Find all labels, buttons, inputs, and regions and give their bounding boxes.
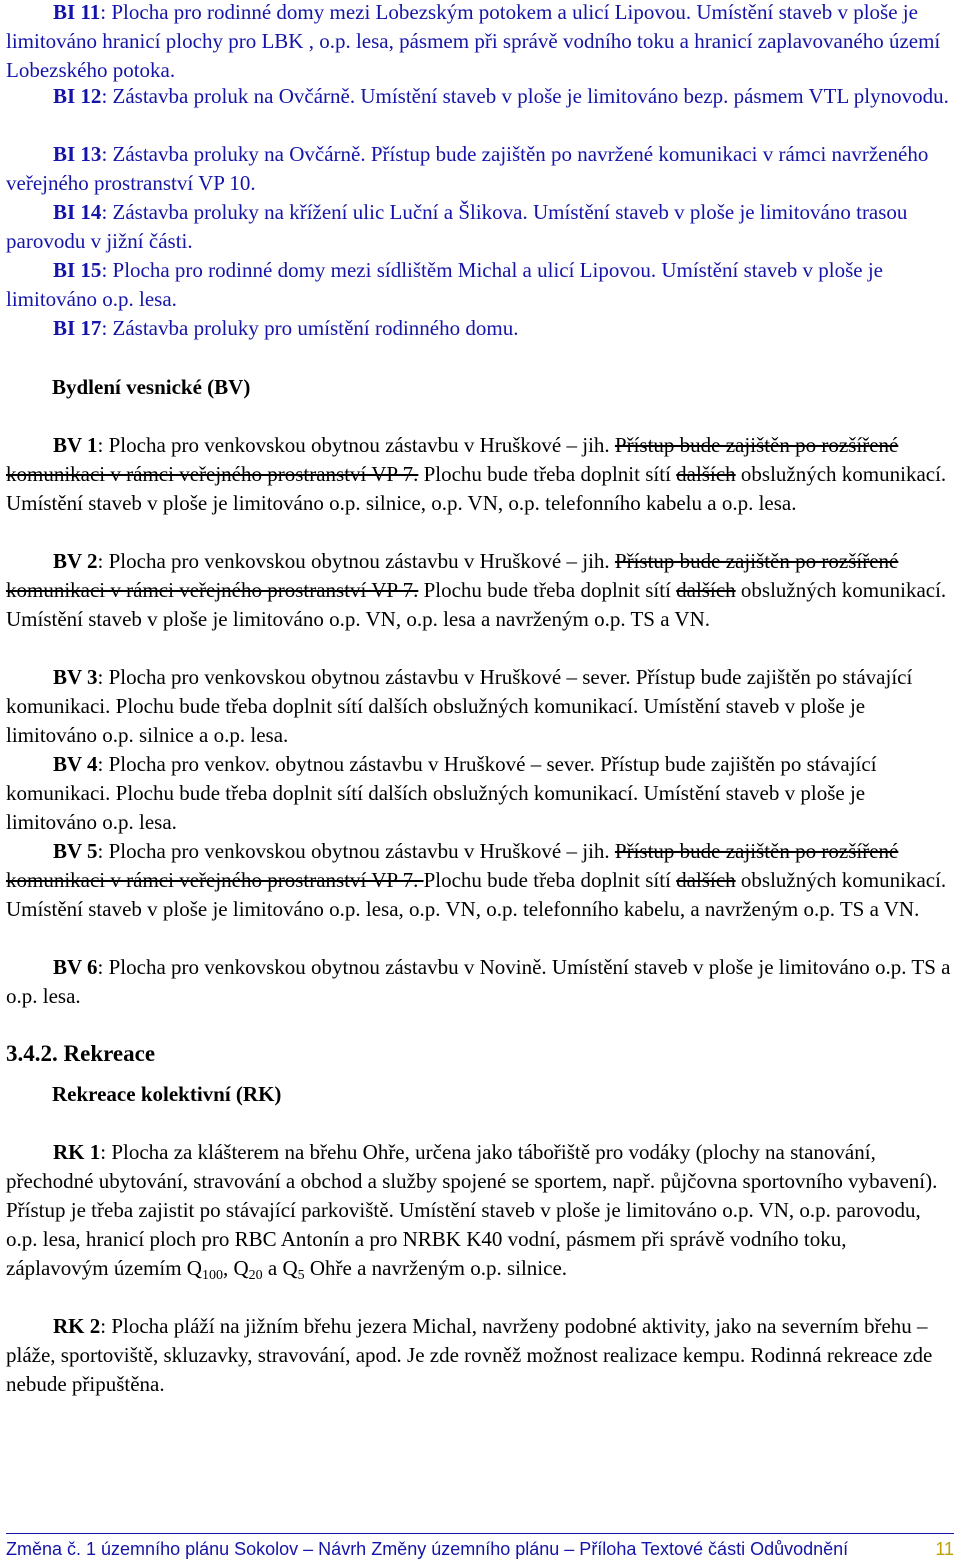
bv-3-paragraph: [6, 663, 954, 750]
bv-1-deleted-text: Přístup bude zajištěn po rozšířené komunikaci v rámci veřejného prostranství VP 7.: [6, 433, 899, 486]
bv-2-id: BV 2: [53, 549, 98, 573]
bv-1-text-a: : Plocha pro venkovskou obytnou zástavbu v Hruškové – jih.: [97, 433, 615, 457]
page-footer: [6, 1539, 954, 1560]
bi-14-paragraph: [6, 198, 954, 256]
bv-1-paragraph: [6, 431, 954, 518]
bi-11-id: BI 11: [53, 0, 101, 24]
bv-1-text-c: obslužných komunikací. Umístění staveb v ploše je limitováno o.p. silnice, o.p. VN, o.p. telefonního kabelu a o.p. lesa.: [6, 462, 947, 515]
bi-13-text: : Zástavba proluky na Ovčárně. Přístup bude zajištěn po navržené komunikaci v rámci navrženého veřejného prostranství VP 10.: [6, 142, 929, 195]
bi-15-paragraph: [6, 256, 954, 314]
bv-5-paragraph: [6, 837, 954, 924]
bi-11-paragraph: [6, 0, 954, 85]
footer-text: Změna č. 1 územního plánu Sokolov – Návrh Změny územního plánu – Příloha Textové části Odůvodnění: [6, 1539, 849, 1559]
bv-2-deleted-word: dalších: [676, 578, 736, 602]
rk-2-id: RK 2: [53, 1314, 101, 1338]
bv-3-text: : Plocha pro venkovskou obytnou zástavbu v Hruškové – sever. Přístup bude zajištěn po stávající komunikaci. Plochu bude třeba doplnit sítí dalších obslužných komunikací. Umístění staveb v ploše je limitováno o.p. silnice a o.p. lesa.: [6, 665, 913, 747]
bi-14-id: BI 14: [53, 200, 102, 224]
bv-heading: Bydlení vesnické (BV): [52, 375, 251, 399]
bv-2-text-b: Plochu bude třeba doplnit sítí: [418, 578, 677, 602]
bv-5-deleted-word: dalších: [676, 868, 736, 892]
bv-2-paragraph: [6, 547, 954, 634]
bv-6-id: BV 6: [53, 955, 98, 979]
rk-2-paragraph: [6, 1312, 954, 1399]
rk-1-q20-subscript: 20: [248, 1268, 263, 1283]
bi-17-id: BI 17: [53, 316, 102, 340]
bv-5-deleted-text: Přístup bude zajištěn po rozšířené komunikaci v rámci veřejného prostranství VP 7.: [6, 839, 899, 892]
rk-heading: Rekreace kolektivní (RK): [52, 1082, 282, 1106]
rk-2-text: : Plocha pláží na jižním břehu jezera Michal, navrženy podobné aktivity, jako na severním břehu – pláže, sportoviště, skluzavky, stravování, apod. Je zde rovněž možnost realizace kempu. Rodinná rekreace zde nebude připuštěna.: [6, 1314, 933, 1396]
bv-5-text-c: obslužných komunikací. Umístění staveb v ploše je limitováno o.p. lesa, o.p. VN, o.p. telefonního kabelu, a navrženým o.p. TS a VN.: [6, 868, 947, 921]
rk-1-sep2: a Q: [262, 1256, 298, 1280]
section-heading: [6, 1041, 155, 1067]
section-number: 3.4.2.: [6, 1041, 58, 1066]
section-title: Rekreace: [63, 1041, 156, 1066]
bv-2-text-a: : Plocha pro venkovskou obytnou zástavbu v Hruškové – jih.: [97, 549, 615, 573]
bv-5-id: BV 5: [53, 839, 98, 863]
bv-4-paragraph: [6, 750, 954, 837]
bv-1-deleted-word: dalších: [676, 462, 736, 486]
bi-14-text: : Zástavba proluky na křížení ulic Luční a Šlikova. Umístění staveb v ploše je limitováno trasou parovodu v jižní části.: [6, 200, 908, 253]
bi-12-text: : Zástavba proluk na Ovčárně. Umístění staveb v ploše je limitováno bezp. pásmem VTL plynovodu.: [101, 84, 949, 108]
rk-1-sep1: , Q: [222, 1256, 249, 1280]
rk-1-paragraph: [6, 1138, 954, 1283]
bi-11-text: : Plocha pro rodinné domy mezi Lobezským potokem a ulicí Lipovou. Umístění staveb v ploše je limitováno hranicí plochy pro LBK , o.p. lesa, pásmem při správě vodního toku a hranicí zaplavovaného území Lobezského potoka.: [6, 0, 941, 82]
bv-3-id: BV 3: [53, 665, 98, 689]
bi-15-text: : Plocha pro rodinné domy mezi sídlištěm Michal a ulicí Lipovou. Umístění staveb v ploše je limitováno o.p. lesa.: [6, 258, 883, 311]
bi-12-paragraph: [6, 82, 954, 111]
bi-12-id: BI 12: [53, 84, 102, 108]
bv-4-id: BV 4: [53, 752, 98, 776]
rk-1-id: RK 1: [53, 1140, 101, 1164]
bv-1-text-b: Plochu bude třeba doplnit sítí: [418, 462, 677, 486]
bv-5-text-a: : Plocha pro venkovskou obytnou zástavbu v Hruškové – jih.: [97, 839, 615, 863]
rk-1-text: : Plocha za klášterem na břehu Ohře, určena jako tábořiště pro vodáky (plochy na stanování, přechodné ubytování, stravování a obchod a služby spojené se sportem, např. půjčovna sportovního vybavení). Přístup je třeba zajistit po stávající parkoviště. Umístění staveb v ploše je limitováno o.p. VN, o.p. parovodu, o.p. lesa, hranicí ploch pro RBC Antonín a pro NRBK K40 vodní, pásmem při správě vodního toku, záplavovým územím Q: [6, 1140, 938, 1280]
bv-2-text-c: obslužných komunikací. Umístění staveb v ploše je limitováno o.p. VN, o.p. lesa a navrženým o.p. TS a VN.: [6, 578, 947, 631]
bi-13-paragraph: [6, 140, 954, 198]
bi-17-paragraph: [6, 314, 954, 343]
bv-6-text: : Plocha pro venkovskou obytnou zástavbu v Novině. Umístění staveb v ploše je limitováno o.p. TS a o.p. lesa.: [6, 955, 951, 1008]
bi-15-id: BI 15: [53, 258, 102, 282]
bv-4-text: : Plocha pro venkov. obytnou zástavbu v Hruškové – sever. Přístup bude zajištěn po stávající komunikaci. Plochu bude třeba doplnit sítí dalších obslužných komunikací. Umístění staveb v ploše je limitováno o.p. lesa.: [6, 752, 877, 834]
page-number: 11: [935, 1539, 954, 1559]
rk-1-end: Ohře a navrženým o.p. silnice.: [304, 1256, 568, 1280]
bv-5-text-b: Plochu bude třeba doplnit sítí: [423, 868, 677, 892]
rk-1-q5-subscript: 5: [297, 1268, 305, 1283]
bv-1-id: BV 1: [53, 433, 98, 457]
rk-1-q100-subscript: 100: [201, 1268, 223, 1283]
bi-13-id: BI 13: [53, 142, 102, 166]
bi-17-text: : Zástavba proluky pro umístění rodinného domu.: [101, 316, 519, 340]
footer-rule: [6, 1533, 954, 1534]
bv-2-deleted-text: Přístup bude zajištěn po rozšířené komunikaci v rámci veřejného prostranství VP 7.: [6, 549, 899, 602]
bv-6-paragraph: [6, 953, 954, 1011]
